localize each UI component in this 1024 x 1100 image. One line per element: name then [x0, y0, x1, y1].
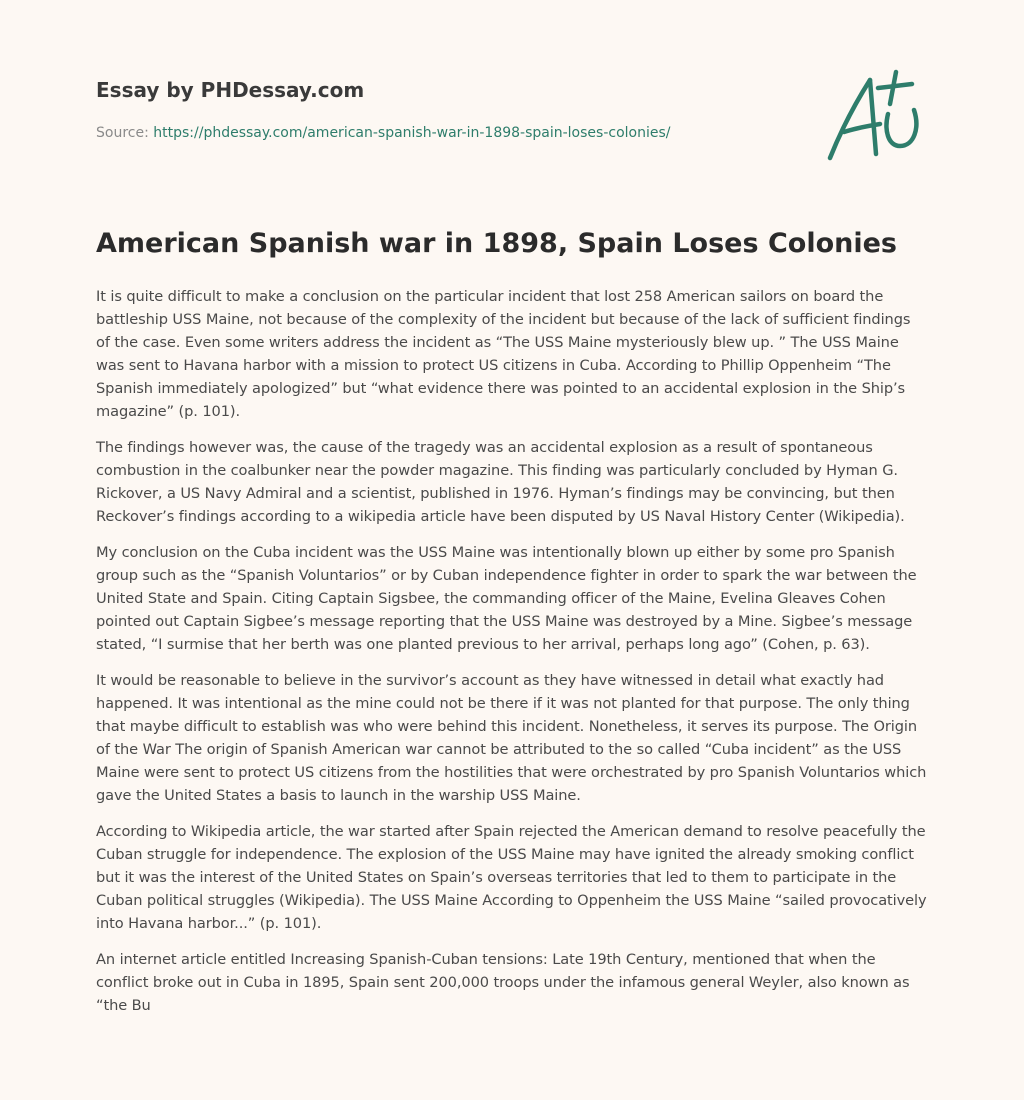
source-label: Source:	[96, 125, 149, 141]
essay-paragraph: The findings however was, the cause of the tragedy was an accidental explosion as a result of spontaneous combustion in the coalbunker near the powder magazine. This finding was particularly concluded by Hyman G. Rickover, a US Navy Admiral and a scientist, published in 1976. Hyman’s findings may be convincing, but then Reckover’s findings according to a wikipedia article have been disputed by US Naval History Center (Wikipedia).	[96, 439, 905, 525]
site-brand: Essay by PHDessay.com	[96, 78, 365, 102]
source-link[interactable]: https://phdessay.com/american-spanish-war-in-1898-spain-loses-colonies/	[153, 125, 671, 141]
essay-paragraph: It would be reasonable to believe in the survivor’s account as they have witnessed in detail what exactly had happened. It was intentional as the mine could not be there if it was not planted for that purpose. The only thing that maybe difficult to establish was who were behind this incident. Nonetheless, it serves its purpose. The Origin of the War The origin of Spanish American war cannot be attributed to the so called “Cuba incident” as the USS Maine were sent to protect US citizens from the hostilities that were orchestrated by pro Spanish Voluntarios which gave the United States a basis to launch in the warship USS Maine.	[96, 672, 927, 804]
essay-title: American Spanish war in 1898, Spain Loses Colonies	[96, 228, 897, 259]
source-line	[96, 123, 796, 143]
essay-paragraph: According to Wikipedia article, the war started after Spain rejected the American demand to resolve peacefully the Cuban struggle for independence. The explosion of the USS Maine may have ignited the already smoking conflict but it was the interest of the United States on Spain’s overseas territories that led to them to participate in the Cuban political struggles (Wikipedia). The USS Maine According to Oppenheim the USS Maine “sailed provocatively into Havana harbor...” (p. 101).	[96, 823, 927, 932]
essay-body	[96, 285, 928, 1030]
essay-paragraph: It is quite difficult to make a conclusion on the particular incident that lost 258 American sailors on board the battleship USS Maine, not because of the complexity of the incident but because of the lack of sufficient findings of the case. Even some writers address the incident as “The USS Maine mysteriously blew up. ” The USS Maine was sent to Havana harbor with a mission to protect US citizens in Cuba. According to Phillip Oppenheim “The Spanish immediately apologized” but “what evidence there was pointed to an accidental explosion in the Ship’s magazine” (p. 101).	[96, 288, 911, 420]
essay-header	[96, 76, 796, 143]
a-plus-grade-icon	[818, 66, 930, 166]
essay-paragraph: An internet article entitled Increasing Spanish-Cuban tensions: Late 19th Century, mentioned that when the conflict broke out in Cuba in 1895, Spain sent 200,000 troops under the infamous general Weyler, also known as “the Bu	[96, 951, 910, 1014]
essay-paragraph: My conclusion on the Cuba incident was the USS Maine was intentionally blown up either by some pro Spanish group such as the “Spanish Voluntarios” or by Cuban independence fighter in order to spark the war between the United State and Spain. Citing Captain Sigsbee, the commanding officer of the Maine, Evelina Gleaves Cohen pointed out Captain Sigbee’s message reporting that the USS Maine was destroyed by a Mine. Sigbee’s message stated, “I surmise that her berth was one planted previous to her arrival, perhaps long ago” (Cohen, p. 63).	[96, 544, 917, 653]
